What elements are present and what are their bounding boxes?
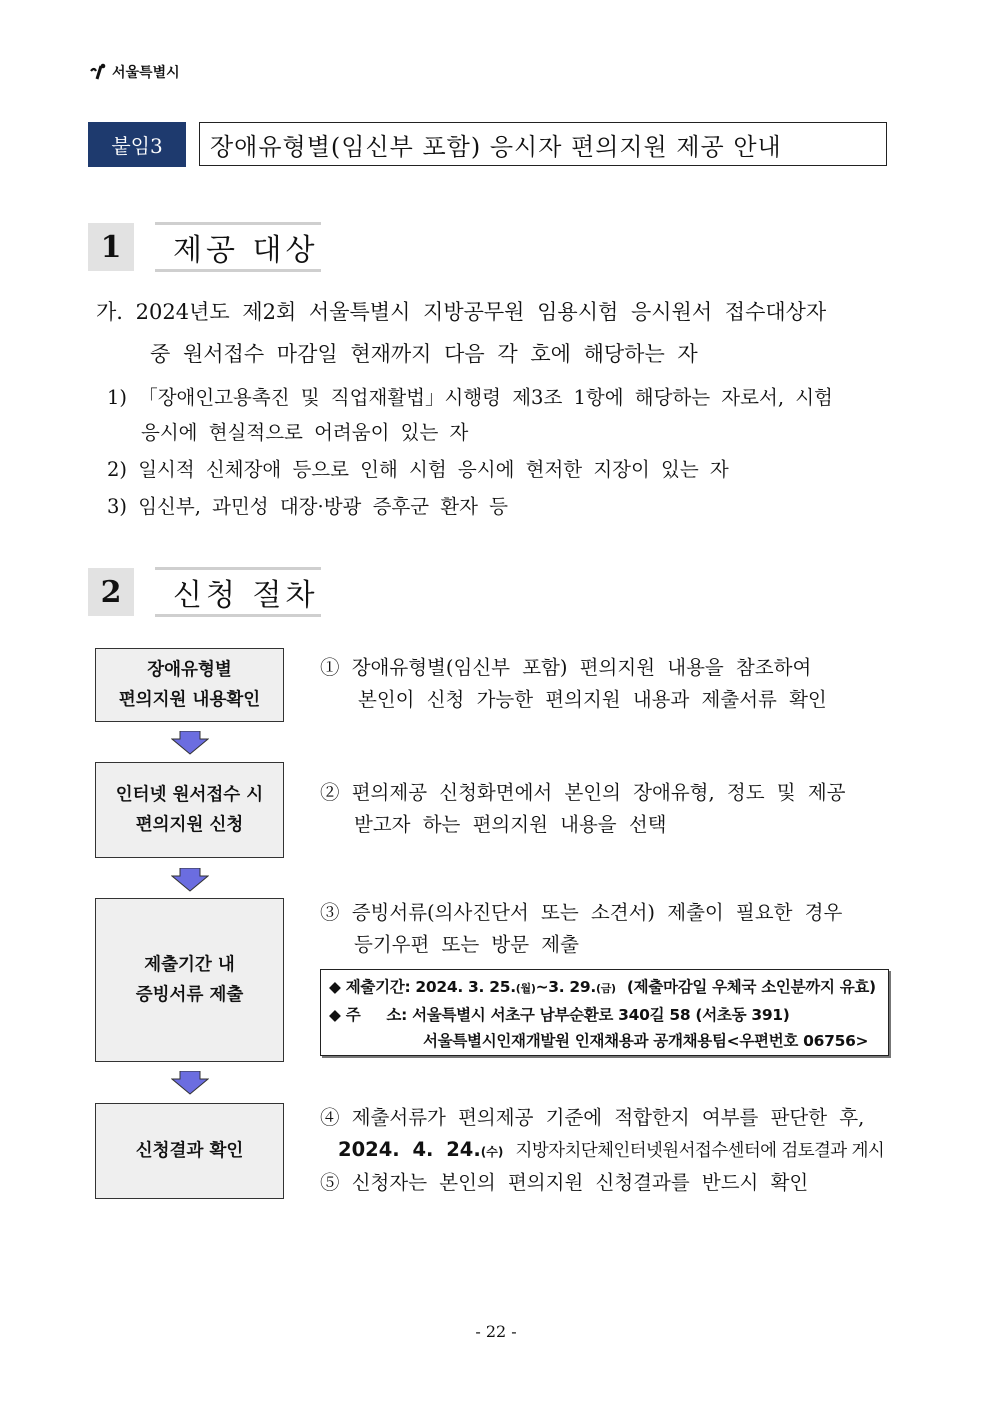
step4-text-line1: ④ 제출서류가 편의제공 기준에 적합한지 여부를 판단한 후, bbox=[320, 1106, 865, 1129]
seoul-logo-icon bbox=[88, 62, 108, 82]
step3-text-line2: 등기우편 또는 방문 제출 bbox=[354, 933, 579, 956]
info-period-day1: (월) bbox=[515, 982, 536, 995]
attachment-title: 장애유형별(임신부 포함) 응시자 편의지원 제공 안내 bbox=[199, 122, 887, 166]
step1-box-line1: 장애유형별 bbox=[147, 660, 232, 680]
diamond-icon: ◆ bbox=[329, 978, 341, 996]
info-period-day2: (금) bbox=[596, 982, 616, 995]
step4-text-line3: ⑤ 신청자는 본인의 편의지원 신청결과를 반드시 확인 bbox=[320, 1171, 809, 1194]
submission-info-box bbox=[320, 969, 889, 1056]
step4-box-line1: 신청결과 확인 bbox=[135, 1141, 244, 1161]
info-address-value: : 서울특별시 서초구 남부순환로 340길 58 (서초동 391) bbox=[401, 1006, 790, 1024]
info-address-label: 주 bbox=[345, 1006, 361, 1024]
section1-title: 제공 대상 bbox=[155, 222, 321, 272]
step4-result-date: 2024. 4. 24. bbox=[338, 1138, 481, 1161]
step4-text-line2 bbox=[338, 1134, 884, 1168]
page-number: - 22 - bbox=[475, 1322, 517, 1341]
info-period-note: (제출마감일 우체국 소인분까지 유효) bbox=[626, 978, 876, 996]
step2-box bbox=[95, 762, 284, 858]
step3-text-line1: ③ 증빙서류(의사진단서 또는 소견서) 제출이 필요한 경우 bbox=[320, 901, 843, 924]
info-address-row bbox=[329, 1002, 880, 1028]
step4-result-day: (수) bbox=[480, 1145, 504, 1159]
info-address-label2: 소 bbox=[386, 1006, 402, 1024]
step1-text-line2: 본인이 신청 가능한 편의지원 내용과 제출서류 확인 bbox=[358, 688, 827, 711]
section2-number: 2 bbox=[88, 568, 134, 616]
section1-main-line2: 중 원서접수 마감일 현재까지 다음 각 호에 해당하는 자 bbox=[150, 342, 698, 366]
step3-box-line1: 제출기간 내 bbox=[144, 955, 235, 975]
step4-text-line2-rest: 지방자치단체인터넷원서접수센터에 검토결과 게시 bbox=[515, 1141, 885, 1161]
info-period-range: ~3. 29. bbox=[535, 978, 596, 996]
section1-main-line1: 가. 2024년도 제2회 서울특별시 지방공무원 임용시험 응시원서 접수대상자 bbox=[96, 300, 827, 324]
step1-text-line1: ① 장애유형별(임신부 포함) 편의지원 내용을 참조하여 bbox=[320, 656, 812, 679]
down-arrow-icon bbox=[171, 868, 209, 892]
step2-text-line1: ② 편의제공 신청화면에서 본인의 장애유형, 정도 및 제공 bbox=[320, 781, 846, 804]
logo-text: 서울특별시 bbox=[112, 65, 180, 81]
section1-item1-line2: 응시에 현실적으로 어려움이 있는 자 bbox=[141, 421, 469, 444]
section1-item2: 2) 일시적 신체장애 등으로 인해 시험 응시에 현저한 지장이 있는 자 bbox=[107, 458, 729, 481]
down-arrow-icon bbox=[171, 1071, 209, 1095]
step3-box bbox=[95, 898, 284, 1062]
section1-number: 1 bbox=[88, 223, 134, 271]
seoul-logo bbox=[88, 62, 180, 82]
step3-box-line2: 증빙서류 제출 bbox=[135, 985, 244, 1005]
attachment-tag: 붙임3 bbox=[88, 122, 186, 167]
down-arrow-icon bbox=[171, 731, 209, 755]
info-address-line3: 서울특별시인재개발원 인재채용과 공개채용팀<우편번호 06756> bbox=[423, 1032, 869, 1050]
section1-item1-line1: 1) 「장애인고용촉진 및 직업재활법」시행령 제3조 1항에 해당하는 자로서, 시험 bbox=[107, 386, 833, 409]
info-period-row bbox=[329, 974, 880, 1002]
info-period-date: : 2024. 3. 25. bbox=[404, 978, 516, 996]
diamond-icon: ◆ bbox=[329, 1006, 341, 1024]
step1-box bbox=[95, 648, 284, 722]
step2-box-line1: 인터넷 원서접수 시 bbox=[115, 785, 264, 805]
step1-box-line2: 편의지원 내용확인 bbox=[118, 690, 261, 710]
step2-box-line2: 편의지원 신청 bbox=[135, 815, 244, 835]
info-period-label: 제출기간 bbox=[345, 978, 405, 996]
section2-title: 신청 절차 bbox=[155, 567, 321, 617]
section1-item3: 3) 임신부, 과민성 대장·방광 증후군 환자 등 bbox=[107, 495, 508, 518]
step4-box bbox=[95, 1103, 284, 1199]
step2-text-line2: 받고자 하는 편의지원 내용을 선택 bbox=[354, 813, 667, 836]
